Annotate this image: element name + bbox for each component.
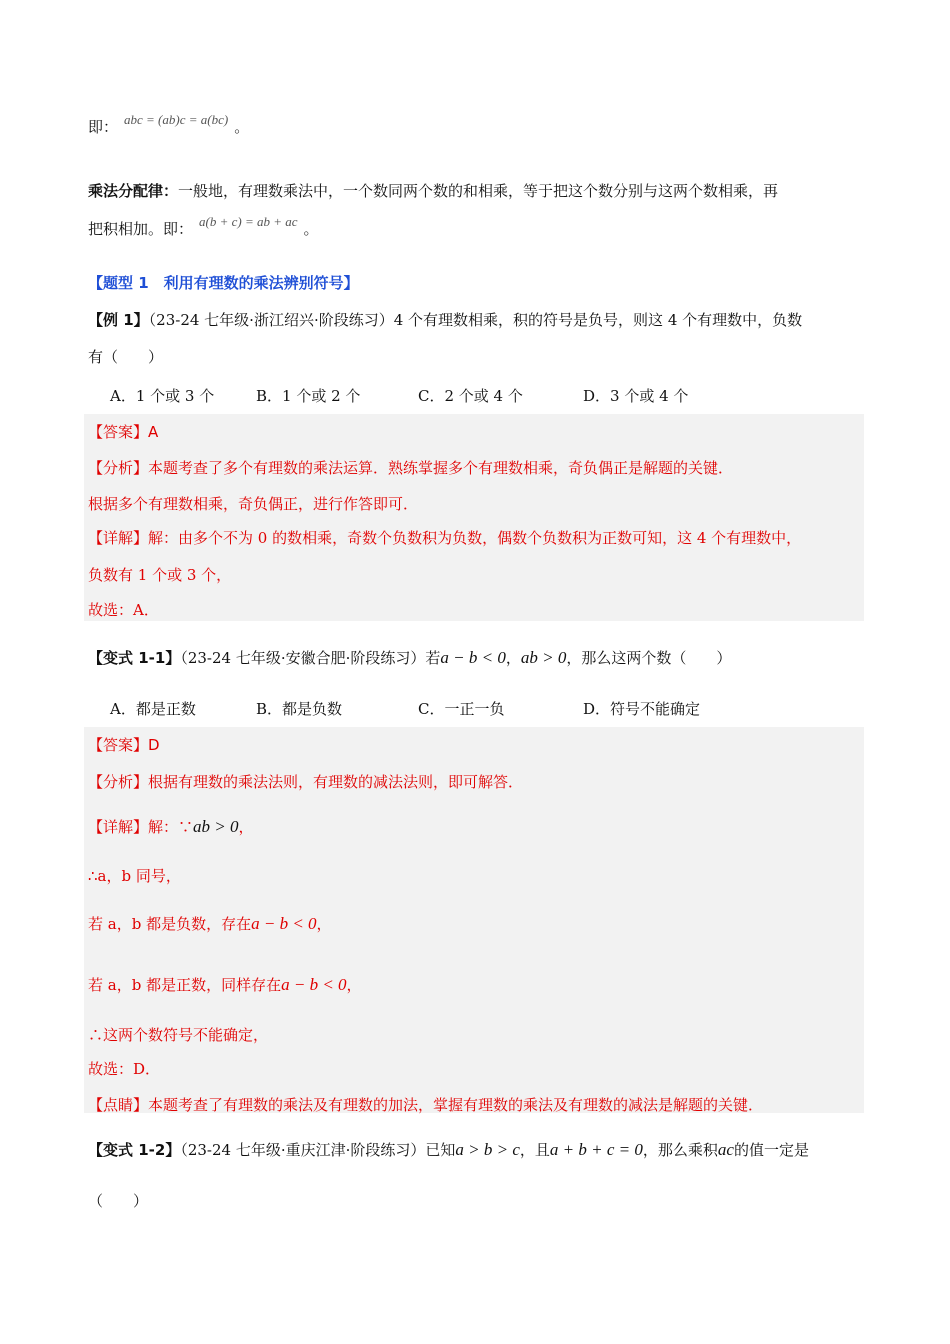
variant1-1-math-1: a − b < 0 (440, 648, 506, 667)
variant1-2-post: 的值一定是 (733, 1141, 809, 1159)
variant1-1-line-3: 若 a，b 都是负数，存在a − b < 0， (88, 914, 332, 933)
section-title: 【题型 1 利用有理数的乘法辨别符号】 (88, 274, 359, 292)
distributive-line2-prefix: 把积相加。即： (88, 220, 194, 238)
example1-detail-2: 负数有 1 个或 3 个， (88, 566, 232, 584)
associative-prefix: 即： (88, 118, 119, 136)
variant1-1-analysis: 【分析】根据有理数的乘法法则，有理数的减法法则，即可解答． (88, 773, 524, 791)
example1-solution-box (84, 414, 864, 621)
example1-analysis-2: 根据多个有理数相乘，奇负偶正，进行作答即可． (88, 495, 419, 513)
example1-option-b: B．1 个或 2 个 (256, 387, 361, 405)
variant1-1-sep: ， (505, 649, 521, 667)
variant1-2-math-1: a > b > c (455, 1140, 520, 1159)
example1-option-c: C．2 个或 4 个 (418, 387, 523, 405)
example1-line-1 (88, 311, 864, 329)
distributive-suffix: 。 (303, 220, 319, 238)
variant1-1-choice: 故选：D． (88, 1060, 161, 1078)
example1-source: （23-24 七年级·浙江绍兴·阶段练习） (148, 311, 394, 329)
variant1-1-math-2: ab > 0 (520, 648, 567, 667)
variant1-1-post: ，那么这两个数（ ） (566, 649, 732, 667)
variant1-1-source: （23-24 七年级·安徽合肥·阶段练习） (180, 649, 426, 667)
distributive-formula: a(b + c) = ab + ac (199, 214, 298, 229)
variant1-1-line-2: ∴a，b 同号， (88, 867, 181, 885)
variant1-1-line-5: ∴这两个数符号不能确定， (88, 1026, 269, 1044)
example1-detail-1: 【详解】解：由多个不为 0 的数相乘，奇数个负数积为负数，偶数个负数积为正数可知，这 4 个有理数中， (88, 529, 802, 547)
variant1-1-line (88, 648, 864, 668)
variant1-1-tag: 【变式 1-1】 (88, 649, 181, 667)
variant1-1-option-d: D．符号不能确定 (583, 700, 701, 718)
distributive-title: 乘法分配律： (88, 182, 179, 200)
distributive-line-1 (88, 182, 864, 200)
variant1-1-option-a: A．都是正数 (110, 700, 196, 718)
example1-answer: 【答案】A (88, 423, 159, 441)
variant1-2-math-3: ac (717, 1140, 734, 1159)
example1-text: 4 个有理数相乘，积的符号是负号，则这 4 个有理数中，负数 (393, 311, 803, 329)
variant1-2-line-2: （ ） (88, 1192, 149, 1210)
variant1-2-source: （23-24 七年级·重庆江津·阶段练习） (180, 1141, 426, 1159)
associative-suffix: 。 (234, 118, 250, 136)
variant1-1-pre: 若 (425, 649, 441, 667)
variant1-1-line-4: 若 a，b 都是正数，同样存在a − b < 0， (88, 975, 362, 994)
variant1-1-option-c: C．一正一负 (418, 700, 505, 718)
variant1-1-option-b: B．都是负数 (256, 700, 343, 718)
example1-line-2: 有（ ） (88, 348, 164, 366)
variant1-1-detail: 【详解】解：∵ab > 0， (88, 817, 254, 836)
associative-line (88, 112, 864, 136)
variant1-2-mid: ，且 (519, 1141, 550, 1159)
variant1-2-pre: 已知 (425, 1141, 456, 1159)
variant1-1-comment: 【点睛】本题考查了有理数的乘法及有理数的加法，掌握有理数的乘法及有理数的减法是解题的关键． (88, 1096, 764, 1114)
distributive-text: 一般地，有理数乘法中，一个数同两个数的和相乘，等于把这个数分别与这两个数相乘，再 (178, 182, 779, 200)
variant1-2-post-pre: ，那么乘积 (642, 1141, 718, 1159)
example1-analysis-1: 【分析】本题考查了多个有理数的乘法运算．熟练掌握多个有理数相乘，奇负偶正是解题的关键． (88, 459, 734, 477)
variant1-2-tag: 【变式 1-2】 (88, 1141, 181, 1159)
example1-option-d: D．3 个或 4 个 (583, 387, 689, 405)
associative-formula: abc = (ab)c = a(bc) (124, 112, 229, 127)
example1-option-a: A．1 个或 3 个 (110, 387, 215, 405)
variant1-2-line (88, 1140, 864, 1160)
variant1-1-answer: 【答案】D (88, 736, 160, 754)
variant1-2-math-2: a + b + c = 0 (549, 1140, 643, 1159)
distributive-line-2 (88, 214, 864, 238)
example1-tag: 【例 1】 (88, 311, 149, 329)
example1-choice: 故选：A． (88, 601, 159, 619)
